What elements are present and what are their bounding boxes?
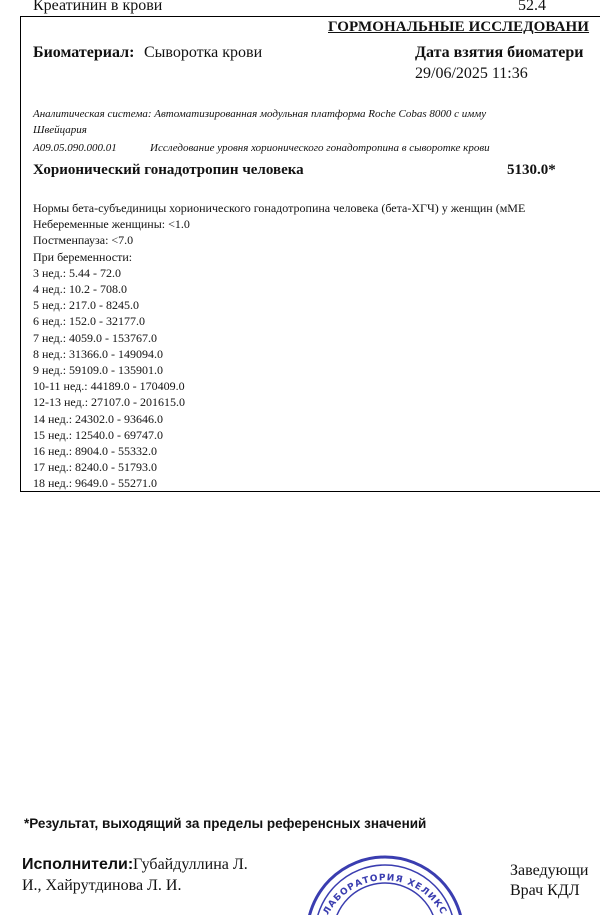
reference-line: 3 нед.: 5.44 - 72.0 (33, 265, 122, 280)
reference-line: 7 нед.: 4059.0 - 153767.0 (33, 330, 158, 345)
biomaterial-value: Сыворотка крови (144, 44, 263, 61)
footnote: *Результат, выходящий за пределы референсных значений (24, 816, 427, 831)
stamp-seal (300, 855, 470, 915)
executors-line1: Губайдуллина Л. (133, 856, 248, 873)
previous-row-name: Креатинин в крови (33, 0, 163, 14)
head-line2: Врач КДЛ (510, 882, 580, 899)
sample-date-value: 29/06/2025 11:36 (415, 65, 528, 82)
analytic-system-line2: Швейцария (33, 124, 87, 136)
biomaterial-label: Биоматериал: (33, 44, 135, 61)
reference-line: Постменпауза: <7.0 (33, 233, 134, 248)
reference-line: При беременности: (33, 249, 133, 264)
previous-row-value: 52.4 (518, 0, 546, 14)
reference-line: 18 нед.: 9649.0 - 55271.0 (33, 476, 158, 491)
reference-line: 6 нед.: 152.0 - 32177.0 (33, 314, 146, 329)
executors-line2: И., Хайрутдинова Л. И. (22, 877, 182, 894)
stamp-text: ЛАБОРАТОРИЯ ХЕЛИКС (321, 873, 449, 915)
reference-line: Небеременные женщины: <1.0 (33, 217, 190, 232)
section-title: ГОРМОНАЛЬНЫЕ ИССЛЕДОВАНИ (328, 19, 590, 35)
result-value: 5130.0* (507, 162, 556, 178)
reference-ranges (33, 200, 525, 492)
reference-line: 17 нед.: 8240.0 - 51793.0 (33, 460, 158, 475)
reference-line: 16 нед.: 8904.0 - 55332.0 (33, 444, 158, 459)
reference-line: 15 нед.: 12540.0 - 69747.0 (33, 427, 164, 442)
sample-date-label: Дата взятия биоматери (415, 44, 584, 61)
head-line1: Заведующи (510, 862, 589, 879)
test-description: Исследование уровня хорионического гонадотропина в сыворотке крови (150, 142, 490, 154)
reference-line: 9 нед.: 59109.0 - 135901.0 (33, 363, 164, 378)
reference-line: 14 нед.: 24302.0 - 93646.0 (33, 411, 164, 426)
reference-line: 12-13 нед.: 27107.0 - 201615.0 (33, 395, 186, 410)
executors-label: Исполнители: (22, 856, 134, 873)
test-code: A09.05.090.000.01 (33, 142, 117, 154)
reference-line: Нормы бета-субъединицы хорионического гонадотропина человека (бета-ХГЧ) у женщин (мМЕ (33, 201, 526, 215)
analytic-system-line1: Аналитическая система: Автоматизированная модульная платформа Roche Cobas 8000 с имму (33, 108, 487, 120)
reference-line: 5 нед.: 217.0 - 8245.0 (33, 298, 140, 313)
result-name: Хорионический гонадотропин человека (33, 162, 304, 178)
reference-line: 10-11 нед.: 44189.0 - 170409.0 (33, 379, 185, 394)
stamp-seal-graphic (300, 855, 470, 915)
reference-line: 8 нед.: 31366.0 - 149094.0 (33, 346, 164, 361)
reference-line: 4 нед.: 10.2 - 708.0 (33, 282, 128, 297)
